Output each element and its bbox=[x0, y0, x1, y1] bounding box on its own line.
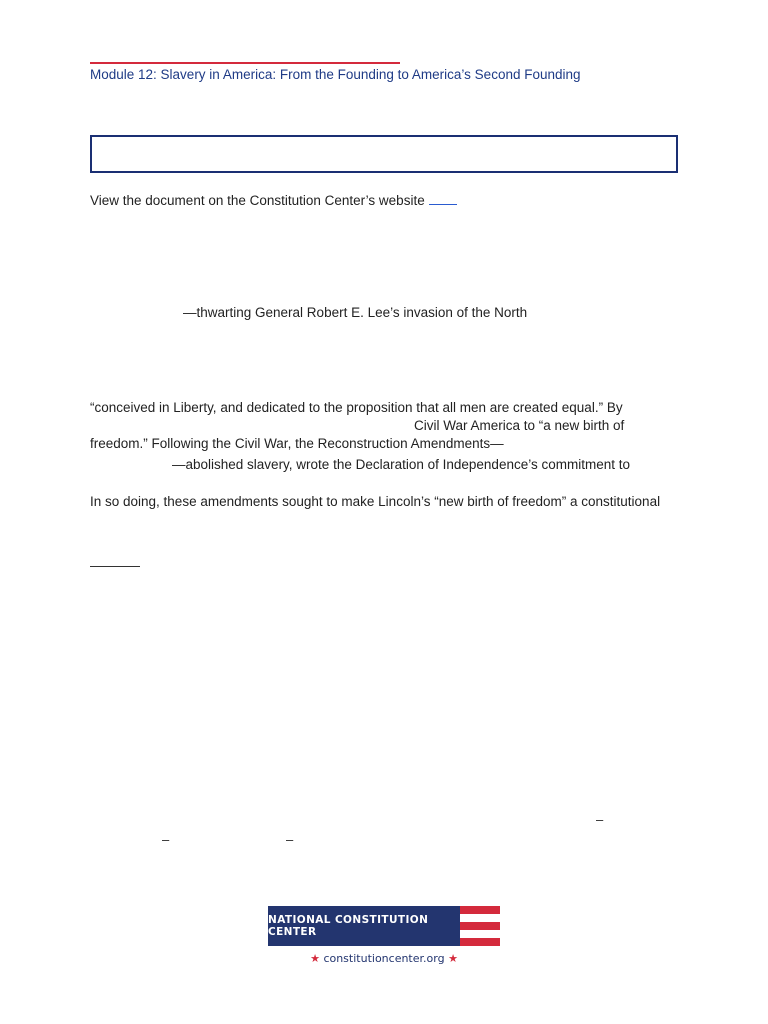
freedom-line: freedom.” Following the Civil War, the Reconstruction Amendments— bbox=[90, 436, 504, 451]
in-so-doing-line: In so doing, these amendments sought to make Lincoln’s “new birth of freedom” a constitutional bbox=[90, 494, 661, 509]
dash-mark: – bbox=[286, 832, 294, 847]
dash-mark: – bbox=[596, 812, 604, 827]
dash-mark: – bbox=[162, 832, 170, 847]
website-link[interactable] bbox=[429, 194, 457, 205]
civil-war-line: Civil War America to “a new birth of bbox=[414, 418, 625, 433]
title-box bbox=[90, 135, 678, 173]
ncc-logo bbox=[268, 906, 500, 948]
logo-url-text: constitutioncenter.org bbox=[323, 952, 445, 965]
logo-text: NATIONAL CONSTITUTION CENTER bbox=[268, 914, 429, 938]
module-title: Module 12: Slavery in America: From the Founding to America’s Second Founding bbox=[90, 67, 581, 82]
conceived-line: “conceived in Liberty, and dedicated to the proposition that all men are created equal.” By bbox=[90, 400, 623, 415]
logo-navy-block bbox=[268, 906, 460, 946]
view-document-text: View the document on the Constitution Center’s website bbox=[90, 193, 425, 208]
abolished-line: —abolished slavery, wrote the Declaration of Independence’s commitment to bbox=[172, 457, 630, 472]
lee-invasion-line: —thwarting General Robert E. Lee’s invasion of the North bbox=[183, 305, 528, 320]
star-icon: ★ bbox=[310, 952, 320, 965]
view-document-line bbox=[90, 193, 457, 208]
header-red-rule bbox=[90, 62, 400, 64]
logo-flag-stripes-icon bbox=[460, 906, 500, 946]
logo-url bbox=[268, 952, 500, 965]
short-rule bbox=[90, 566, 140, 567]
star-icon: ★ bbox=[448, 952, 458, 965]
